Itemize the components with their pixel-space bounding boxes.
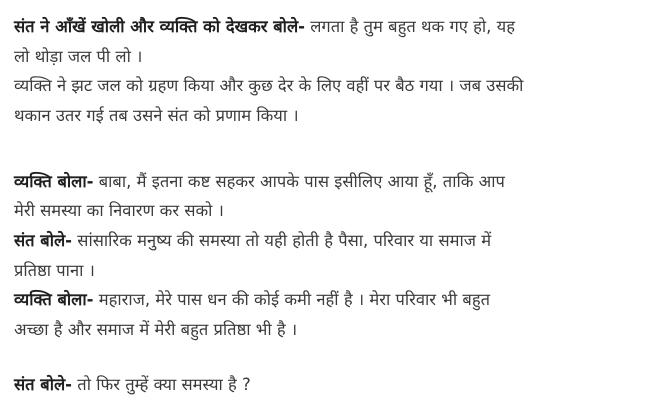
text-line [14, 226, 491, 256]
dialogue-text: तो फिर तुम्हें क्या समस्या है ? [72, 375, 251, 394]
text-line [14, 71, 523, 101]
text-line [14, 196, 224, 226]
dialogue-text: लो थोड़ा जल पी लो । [14, 47, 143, 66]
speaker-label: व्यक्ति बोला- [14, 290, 94, 309]
speaker-label: व्यक्ति बोला- [14, 172, 94, 191]
dialogue-text: महाराज, मेरे पास धन की कोई कमी नहीं है । मेरा परिवार भी बहुत [93, 290, 490, 309]
text-line [14, 167, 505, 197]
dialogue-text: सांसारिक मनुष्य की समस्या तो यही होती है पैसा, परिवार या समाज में [72, 231, 492, 250]
narration-text: व्यक्ति ने झट जल को ग्रहण किया और कुछ देर के लिए वहीं पर बैठ गया । जब उसकी [14, 76, 524, 95]
speaker-label: संत ने आँखें खोली और व्यक्ति को देखकर बोले- [14, 17, 305, 36]
text-line [14, 12, 515, 42]
text-line [14, 42, 142, 72]
narration-text: थकान उतर गई तब उसने संत को प्रणाम किया । [14, 106, 299, 125]
text-line [14, 101, 299, 131]
dialogue-text: बाबा, मैं इतना कष्ट सहकर आपके पास इसीलिए आया हूँ, ताकि आप [93, 172, 505, 191]
text-line [14, 370, 251, 400]
speaker-label: संत बोले- [14, 375, 73, 394]
dialogue-text: अच्छा है और समाज में मेरी बहुत प्रतिष्ठा भी है । [14, 320, 298, 339]
dialogue-text: लगता है तुम बहुत थक गए हो, यह [304, 17, 515, 36]
dialogue-text: प्रतिष्ठा पाना । [14, 261, 95, 280]
text-line [14, 315, 297, 345]
speaker-label: संत बोले- [14, 231, 73, 250]
dialogue-text: मेरी समस्या का निवारण कर सको । [14, 201, 224, 220]
text-line [14, 285, 490, 315]
text-line [14, 256, 95, 286]
